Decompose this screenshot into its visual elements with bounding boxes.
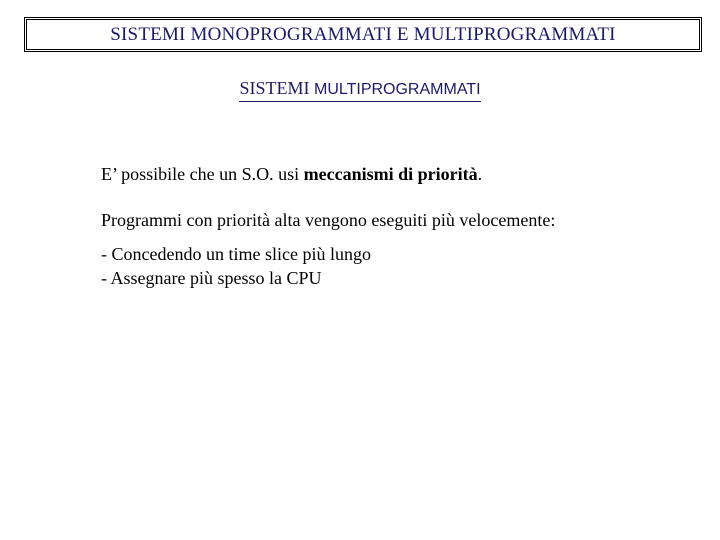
subheading-underlined <box>239 77 480 102</box>
paragraph-high-priority: Programmi con priorità alta vengono eseguiti più velocemente: <box>101 210 556 230</box>
subheading <box>0 77 720 102</box>
page-title: SISTEMI MONOPROGRAMMATI E MULTIPROGRAMMATI <box>110 23 616 45</box>
paragraph-priority <box>101 163 482 185</box>
subheading-part-sans: MULTIPROGRAMMATI <box>314 81 481 98</box>
subheading-part-serif: SISTEMI <box>239 78 314 98</box>
list-item: - Concedendo un time slice più lungo <box>101 244 371 264</box>
paragraph-priority-prefix: E’ possibile che un S.O. usi <box>101 164 304 184</box>
paragraph-priority-suffix: . <box>477 164 483 184</box>
paragraph-priority-emphasis: meccanismi di priorità <box>303 164 478 184</box>
title-box <box>26 19 700 50</box>
list-item: - Assegnare più spesso la CPU <box>101 268 322 288</box>
